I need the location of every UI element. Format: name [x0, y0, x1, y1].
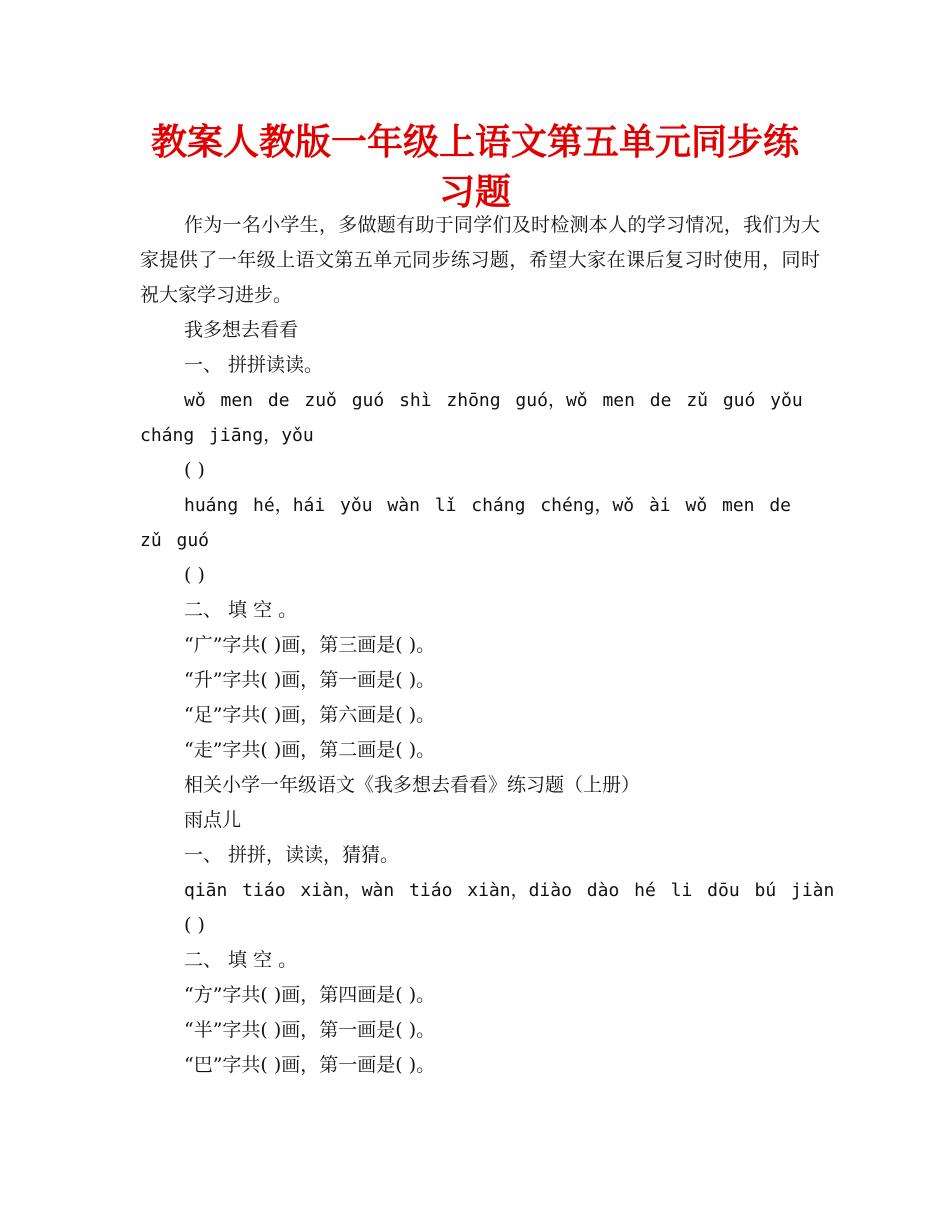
lesson2-section1-heading: 一、 拼拼，读读，猜猜。 — [184, 844, 400, 866]
lesson1-fill-item: “足”字共( )画，第六画是( )。 — [184, 704, 436, 726]
lesson2-fill-item: “半”字共( )画，第一画是( )。 — [184, 1019, 436, 1041]
lesson2-blank-1: ( ) — [184, 914, 205, 936]
document-title: 教案人教版一年级上语文第五单元同步练习题 — [150, 122, 799, 213]
lesson1-fill-item: “升”字共( )画，第一画是( )。 — [184, 669, 436, 691]
related-exercises-line: 相关小学一年级语文《我多想去看看》练习题（上册） — [184, 774, 641, 796]
lesson2-fill-item: “方”字共( )画，第四画是( )。 — [184, 984, 436, 1006]
lesson1-section1-heading: 一、 拼拼读读。 — [184, 354, 324, 376]
lesson1-pinyin-1: wǒ men de zuǒ guó shì zhōng guó，wǒ men de zǔ guó yǒu cháng jiāng，yǒu — [140, 390, 803, 446]
lesson1-blank-1: ( ) — [184, 459, 205, 481]
lesson2-title: 雨点儿 — [184, 809, 242, 831]
document-body — [140, 208, 835, 1083]
lesson1-section2-heading: 二、 填 空 。 — [184, 599, 298, 621]
lesson2-pinyin-1: qiān tiáo xiàn，wàn tiáo xiàn，diào dào hé li dōu bú jiàn — [184, 880, 835, 901]
intro-paragraph: 作为一名小学生，多做题有助于同学们及时检测本人的学习情况，我们为大家提供了一年级上语文第五单元同步练习题，希望大家在课后复习时使用，同时祝大家学习进步。 — [140, 214, 820, 306]
lesson1-fill-item: “广”字共( )画，第三画是( )。 — [184, 634, 436, 656]
lesson1-title: 我多想去看看 — [184, 319, 299, 341]
lesson2-fill-item: “巴”字共( )画，第一画是( )。 — [184, 1054, 436, 1076]
lesson2-section2-heading: 二、 填 空 。 — [184, 949, 298, 971]
lesson1-pinyin-2: huáng hé，hái yǒu wàn lǐ cháng chéng，wǒ ài wǒ men de zǔ guó — [140, 495, 792, 551]
lesson1-blank-2: ( ) — [184, 564, 205, 586]
lesson1-fill-item: “走”字共( )画，第二画是( )。 — [184, 739, 436, 761]
